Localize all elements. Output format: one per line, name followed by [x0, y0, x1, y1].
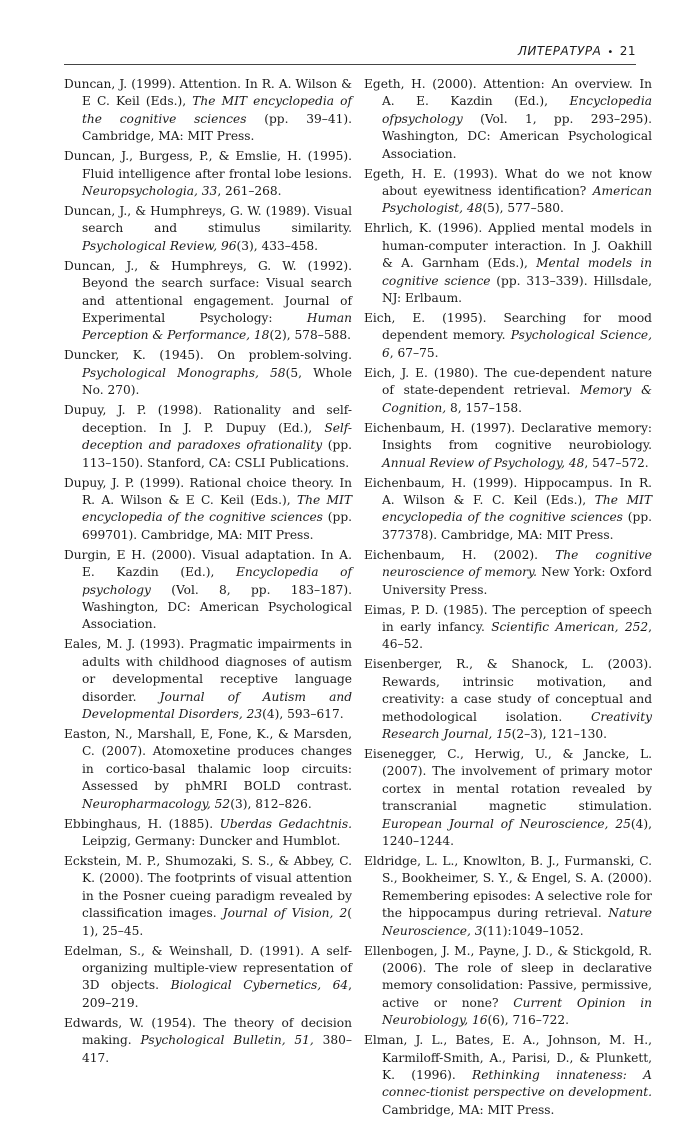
reference-entry [364, 420, 652, 472]
reference-source-title: Psychological Monographs, 58 [82, 365, 286, 380]
reference-text: , 547–572. [584, 455, 649, 470]
reference-source-title: Nature Neuroscience, 3 [382, 906, 652, 938]
reference-entry [64, 148, 352, 200]
reference-text: Ebbinghaus, H. (1885). [64, 816, 220, 831]
reference-text: Eisenegger, C., Herwig, U., & Jancke, L. (2007). The involvement of primary motor cortex in mental rotation revealed by transcranial magnetic stimulation. [364, 746, 652, 814]
reference-entry [64, 943, 352, 1013]
reference-source-title: Uberdas Gedachtnis. [219, 816, 352, 831]
reference-source-title: Memory & Cognition, [382, 383, 652, 415]
reference-text: (Vol. 1, pp. 293–295). Washington, DC: American Psychological Association. [382, 111, 652, 161]
reference-entry [64, 347, 352, 399]
reference-entry [64, 816, 352, 851]
chapter-title: ЛИТЕРАТУРА [517, 44, 602, 58]
reference-source-title: American Psychologist, 48 [382, 184, 652, 216]
reference-source-title: Journal of Autism and Developmental Disorders, 23 [82, 689, 352, 721]
reference-text: Eisenberger, R., & Shanock, L. (2003). Rewards, intrinsic motivation, and creativity: a case study of conceptual and methodological isolation. [364, 657, 652, 724]
reference-entry [64, 258, 352, 345]
running-header-text [518, 44, 636, 58]
reference-text: (Vol. 8, pp. 183–187). Washington, DC: American Psychological Association. [82, 582, 352, 632]
reference-source-title: The cognitive neuroscience of memory. [382, 547, 653, 580]
reference-column-right [364, 76, 652, 1122]
reference-source-title: Neuropharmacology, 52 [82, 796, 231, 811]
reference-source-title: Psychological Science, 6 [382, 328, 653, 360]
reference-entry [364, 475, 652, 545]
reference-entry [364, 746, 652, 850]
reference-text: Dupuy, J. P. (1998). Rationality and self-deception. In J. P. Dupuy (Ed.), [64, 403, 352, 435]
reference-text: (4), 593–617. [262, 706, 344, 721]
reference-source-title: Biological Cybernetics, 64 [170, 978, 349, 993]
reference-text: Duncker, K. (1945). On problem-solving. [64, 348, 352, 363]
reference-text: Duncan, J., & Humphreys, G. W. (1992). Beyond the search surface: Visual search and attentional engagement. Journal of Experimental Psychology: [64, 258, 352, 326]
reference-text: New York: Oxford University Press. [382, 565, 652, 597]
reference-source-title: Rethinking innateness: A connec-tionist perspective on development. [382, 1068, 652, 1100]
reference-text: (3), 433–458. [236, 238, 318, 253]
page-number: 21 [619, 44, 636, 58]
reference-source-title: Encyclopedia ofpsychology [382, 94, 652, 126]
reference-text: Eichenbaum, H. (1999). Hippocampus. In R. A. Wilson & F. C. Keil (Eds.), [364, 475, 652, 507]
reference-text: Elman, J. L., Bates, E. A., Johnson, M. H., Karmiloff-Smith, A., Parisi, D., & Plunkett, K. (1996). [364, 1033, 652, 1083]
reference-entry [364, 547, 652, 599]
reference-text: (2), 578–588. [269, 328, 351, 343]
reference-text: Duncan, J. (1999). Attention. In R. A. Wilson & E C. Keil (Eds.), [64, 77, 352, 109]
reference-text: Leipzig, Germany: Duncker and Humblot. [82, 834, 341, 848]
reference-text: , 46–52. [382, 619, 652, 652]
reference-entry [64, 76, 352, 146]
reference-entry [364, 166, 652, 218]
reference-text: Duncan, J., Burgess, P., & Emslie, H. (1995). Fluid intelligence after frontal lobe lesions. [64, 149, 352, 181]
reference-source-title: Self-deception and paradoxes ofrationality [82, 420, 352, 453]
reference-entry [64, 402, 352, 472]
reference-text: , 67–75. [389, 345, 439, 360]
reference-text: Eich, J. E. (1980). The cue-dependent nature of state-dependent retrieval. [364, 365, 652, 398]
reference-text: , 209–219. [82, 978, 352, 1010]
reference-text: Eichenbaum, H. (2002). [364, 547, 556, 562]
reference-text: Edwards, W. (1954). The theory of decision making. [64, 1015, 352, 1048]
reference-text: Cambridge, MA: MIT Press. [382, 1102, 555, 1117]
reference-text: (pp. 699701). Cambridge, MA: MIT Press. [82, 510, 352, 542]
reference-source-title: Journal of Vision, 2 [222, 906, 348, 921]
reference-source-title: Human Perception & Performance, 18 [82, 311, 352, 343]
reference-source-title: Creativity Research Journal, 15 [382, 709, 652, 741]
reference-text: Dupuy, J. P. (1999). Rational choice theory. In R. A. Wilson & E C. Keil (Eds.), [64, 475, 352, 507]
reference-text: Eckstein, M. P., Shumozaki, S. S., & Abbey, C. K. (2000). The footprints of visual attention in the Posner cueing paradigm revealed by classification images. [64, 854, 352, 921]
reference-source-title: Psychological Review, 96 [82, 238, 237, 253]
reference-text: (pp. 377378). Cambridge, MA: MIT Press. [382, 510, 652, 542]
reference-text: 380–417. [82, 1033, 352, 1065]
reference-text: Eales, M. J. (1993). Pragmatic impairments in adults with childhood diagnoses of autism or developmental receptive language disorder. [64, 637, 352, 704]
reference-text: Eich, E. (1995). Searching for mood dependent memory. [364, 311, 652, 343]
reference-source-title: Annual Review of Psychology, 48 [382, 455, 585, 470]
reference-entry [364, 656, 652, 743]
reference-entry [364, 76, 652, 163]
reference-source-title: The MIT encyclopedia of the cognitive sciences [82, 94, 352, 126]
reference-source-title: Neuropsychologia, 33 [82, 184, 218, 199]
reference-text: Easton, N., Marshall, E, Fone, K., & Marsden, C. (2007). Atomoxetine produces changes in cortico-basal thalamic loop circuits: Assessed by phMRI BOLD contrast. [64, 726, 352, 794]
reference-text: (pp. 113–150). Stanford, CA: CSLI Publications. [82, 438, 352, 470]
reference-text: (4), 1240–1244. [382, 816, 652, 848]
reference-text: Edelman, S., & Weinshall, D. (1991). A self-organizing multiple-view representation of 3D objects. [64, 943, 352, 993]
reference-text: Ehrlich, K. (1996). Applied mental models in human-computer interaction. In J. Oakhill & A. Garnham (Eds.), [364, 221, 652, 271]
reference-text: (5, Whole No. 270). [82, 365, 352, 398]
reference-entry [64, 1015, 352, 1067]
reference-text: , 261–268. [217, 184, 282, 199]
reference-source-title: Scientific American, 252 [491, 619, 649, 634]
reference-entry [364, 943, 652, 1030]
reference-entry [364, 853, 652, 940]
reference-entry [64, 853, 352, 940]
reference-text: ( 1), 25–45. [82, 906, 352, 938]
reference-source-title: Current Opinion in Neurobiology, 16 [382, 995, 652, 1028]
reference-entry [64, 547, 352, 634]
reference-text: 8, 157–158. [446, 400, 522, 415]
reference-source-title: Mental models in cognitive science [382, 256, 652, 288]
reference-source-title: European Journal of Neuroscience, 25 [382, 816, 631, 831]
reference-entry [364, 220, 652, 307]
reference-text: Ellenbogen, J. M., Payne, J. D., & Stickgold, R. (2006). The role of sleep in declarative memory consolidation: Passive, permissive, active or none? [364, 943, 652, 1010]
reference-text: (pp. 39–41). Cambridge, MA: MIT Press. [82, 111, 352, 144]
reference-entry [64, 726, 352, 813]
reference-entry [364, 310, 652, 362]
reference-entry [364, 1032, 652, 1119]
reference-text: (5), 577–580. [482, 201, 564, 216]
reference-column-left [64, 76, 352, 1070]
reference-text: Egeth, H. (2000). Attention: An overview. In A. E. Kazdin (Ed.), [364, 77, 652, 109]
header-bullet: • [607, 47, 614, 58]
reference-entry [64, 636, 352, 723]
reference-text: Eldridge, L. L., Knowlton, B. J., Furmanski, C. S., Bookheimer, S. Y., & Engel, S. A. (2000). Remembering episodes: A selective role for the hippocampus during retrieval. [364, 854, 652, 921]
reference-text: Durgin, E H. (2000). Visual adaptation. In A. E. Kazdin (Ed.), [64, 547, 352, 580]
reference-source-title: The MIT encyclopedia of the cognitive sciences [82, 492, 352, 525]
reference-text: Eichenbaum, H. (1997). Declarative memory: Insights from cognitive neurobiology. [364, 420, 652, 453]
reference-entry [364, 365, 652, 417]
reference-text: (2–3), 121–130. [511, 726, 608, 741]
reference-text: (11):1049–1052. [482, 923, 584, 938]
reference-source-title: Psychological Bulletin, 51, [140, 1033, 314, 1048]
reference-entry [64, 475, 352, 545]
running-header [64, 44, 636, 65]
reference-source-title: Encyclopedia of psychology [82, 565, 352, 597]
reference-text: Duncan, J., & Humphreys, G. W. (1989). Visual search and stimulus similarity. [64, 204, 352, 236]
reference-entry [64, 203, 352, 255]
reference-text: Egeth, H. E. (1993). What do we not know about eyewitness identification? [364, 166, 652, 199]
reference-source-title: The MIT encyclopedia of the cognitive sciences [382, 492, 652, 525]
reference-text: (pp. 313–339). Hillsdale, NJ: Erlbaum. [382, 273, 652, 306]
reference-text: (3), 812–826. [230, 796, 312, 811]
reference-text: (6), 716–722. [487, 1013, 570, 1028]
reference-text: Eimas, P. D. (1985). The perception of speech in early infancy. [364, 602, 652, 634]
reference-entry [364, 602, 652, 654]
